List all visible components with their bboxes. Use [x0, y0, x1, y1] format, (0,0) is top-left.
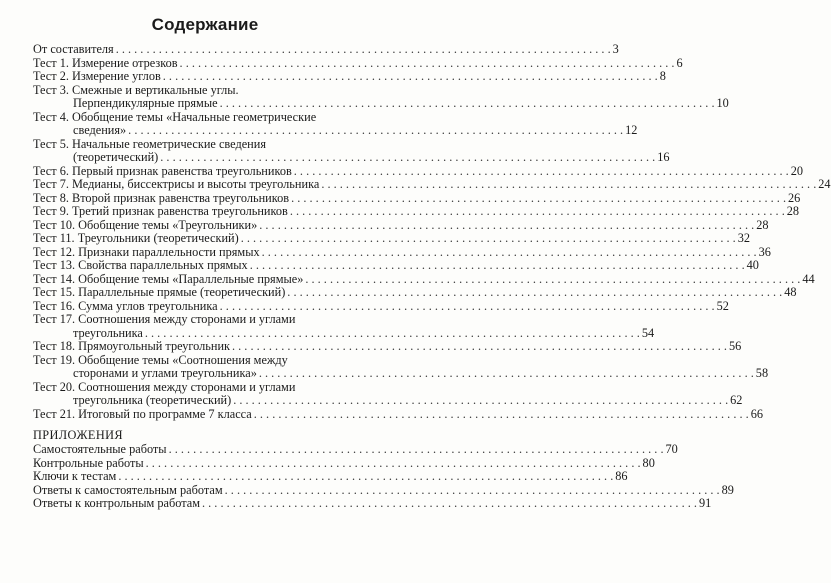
toc-entry	[33, 285, 797, 300]
toc-entry	[33, 231, 750, 246]
toc-page-number: 62	[730, 393, 743, 407]
dot-leader	[146, 457, 641, 471]
dot-leader	[202, 497, 697, 511]
toc-entry-title: Тест 12. Признаки параллельности прямых	[33, 244, 260, 259]
toc-entry-title: Тест 4. Обобщение темы «Начальные геометрические	[33, 109, 317, 124]
toc-row	[33, 204, 800, 219]
toc-entry-title: Самостоятельные работы	[33, 442, 167, 456]
toc-entry	[33, 217, 769, 233]
toc-row	[33, 455, 655, 471]
toc-row	[33, 366, 769, 381]
toc-row	[33, 298, 729, 314]
dot-leader	[220, 300, 715, 314]
toc-entry	[33, 482, 734, 498]
dot-leader	[321, 178, 816, 192]
toc-entry	[33, 109, 638, 138]
dot-leader	[259, 367, 754, 381]
toc-row	[33, 150, 670, 165]
toc-row	[33, 231, 750, 246]
dot-leader	[232, 340, 727, 354]
toc-list	[33, 42, 831, 421]
toc-page-number: 52	[716, 298, 729, 313]
toc-page-number: 8	[659, 69, 666, 83]
toc-row	[33, 55, 683, 71]
dot-leader	[250, 259, 745, 273]
toc-entry-title: Тест 6. Первый признак равенства треугольников	[33, 163, 292, 178]
toc-row	[33, 111, 385, 125]
toc-row	[33, 258, 759, 273]
toc-entry-title: Тест 18. Прямоугольный треугольник	[33, 339, 230, 353]
dot-leader	[169, 443, 664, 457]
toc-entry	[33, 379, 743, 408]
dot-leader	[128, 124, 623, 138]
dot-leader	[241, 232, 736, 246]
dot-leader	[294, 165, 789, 179]
toc-entry-title: Тест 21. Итоговый по программе 7 класса	[33, 406, 252, 421]
toc-page-number: 58	[755, 366, 769, 380]
toc-row	[33, 69, 666, 84]
toc-row	[33, 96, 729, 111]
toc-page-number: 80	[642, 455, 655, 470]
toc-page-number: 70	[665, 442, 678, 456]
dot-leader	[290, 205, 785, 219]
dot-leader	[291, 192, 786, 206]
toc-entry	[33, 82, 729, 111]
page-title: Содержание	[151, 15, 259, 34]
toc-page-number: 24	[818, 177, 831, 191]
dot-leader	[220, 97, 715, 111]
toc-entry-title: Ответы к контрольным работам	[33, 496, 200, 510]
toc-entry-title: Тест 5. Начальные геометрические сведения	[33, 136, 266, 151]
appendix-list	[33, 442, 734, 511]
toc-entry	[33, 190, 801, 206]
toc-page-number: 89	[721, 482, 734, 497]
toc-row	[33, 393, 743, 408]
toc-entry	[33, 469, 628, 484]
toc-entry-title: Тест 19. Обобщение темы «Соотношения между	[33, 352, 288, 367]
toc-entry-title: Тест 2. Измерение углов	[33, 69, 161, 83]
dot-leader	[116, 43, 611, 57]
dot-leader	[305, 273, 800, 287]
toc-entry	[33, 204, 800, 219]
toc-row	[33, 163, 804, 179]
toc-entry-title: Тест 9. Третий признак равенства треугольников	[33, 204, 288, 218]
toc-entry-title: треугольника	[73, 325, 143, 340]
toc-page-number: 66	[750, 406, 763, 421]
toc-page-number: 36	[758, 244, 771, 259]
toc-row	[33, 84, 385, 98]
toc-entry-title: Тест 10. Обобщение темы «Треугольники»	[33, 217, 258, 232]
toc-page-number: 40	[746, 258, 759, 272]
dot-leader	[262, 246, 757, 260]
toc-row	[33, 42, 619, 57]
toc-entry-title: Тест 17. Соотношения между сторонами и углами	[33, 312, 296, 326]
toc-row	[33, 177, 831, 192]
toc-entry-title: Контрольные работы	[33, 455, 144, 470]
toc-row	[33, 285, 797, 300]
dot-leader	[225, 484, 720, 498]
toc-page-number: 28	[756, 217, 769, 232]
toc-page-number: 26	[788, 190, 801, 205]
toc-page-number: 48	[784, 285, 797, 299]
dot-leader	[287, 286, 782, 300]
toc-page-number: 6	[676, 55, 683, 70]
toc-page-number: 86	[615, 469, 628, 483]
toc-entry-title: Тест 20. Соотношения между сторонами и углами	[33, 379, 296, 394]
toc-row	[33, 123, 638, 138]
toc-entry	[33, 271, 815, 287]
toc-entry-title: треугольника (теоретический)	[73, 393, 232, 407]
toc-page-number: 28	[786, 204, 800, 218]
toc-entry	[33, 339, 742, 354]
toc-page-number: 3	[612, 42, 619, 56]
toc-page-number: 16	[657, 150, 670, 164]
toc-row	[33, 138, 385, 152]
toc-entry-title: (теоретический)	[73, 150, 159, 164]
appendix-heading: ПРИЛОЖЕНИЯ	[33, 428, 124, 442]
toc-entry-title: Тест 1. Измерение отрезков	[33, 55, 178, 70]
toc-row	[33, 381, 385, 395]
toc-page-number: 56	[728, 339, 742, 353]
toc-entry-title: От составителя	[33, 42, 114, 56]
dot-leader	[163, 70, 658, 84]
toc-entry	[33, 177, 831, 192]
dot-leader	[160, 151, 655, 165]
toc-page-number: 32	[737, 231, 750, 245]
toc-entry-title: Тест 11. Треугольники (теоретический)	[33, 231, 239, 245]
toc-entry	[33, 55, 683, 71]
toc-row	[33, 244, 771, 260]
toc-entry	[33, 42, 619, 57]
toc-row	[33, 406, 763, 422]
toc-entry	[33, 136, 670, 165]
toc-entry	[33, 244, 771, 260]
toc-entry-title: Тест 15. Параллельные прямые (теоретический)	[33, 285, 286, 299]
toc-page-number: 44	[802, 271, 815, 286]
toc-row	[33, 325, 655, 341]
toc-entry	[33, 455, 655, 471]
toc-entry	[33, 406, 763, 422]
dot-leader	[118, 470, 613, 484]
toc-entry	[33, 496, 712, 511]
toc-entry	[33, 163, 804, 179]
toc-entry-title: Ответы к самостоятельным работам	[33, 482, 223, 497]
toc-row	[33, 339, 742, 354]
toc-page-number: 54	[641, 325, 655, 340]
toc-entry-title: Тест 14. Обобщение темы «Параллельные прямые»	[33, 271, 304, 286]
toc-row	[33, 271, 815, 287]
table-of-contents	[33, 42, 831, 511]
toc-page-number: 91	[698, 496, 712, 510]
toc-page-number: 20	[790, 163, 804, 178]
toc-entry-title: сведения»	[73, 123, 127, 137]
toc-entry-title: Тест 13. Свойства параллельных прямых	[33, 258, 248, 272]
dot-leader	[254, 408, 749, 422]
toc-row	[33, 496, 712, 511]
toc-row	[33, 354, 385, 368]
dot-leader	[233, 394, 728, 408]
toc-page-number: 10	[716, 96, 729, 110]
dot-leader	[180, 57, 675, 71]
toc-row	[33, 469, 628, 484]
toc-row	[33, 217, 769, 233]
dot-leader	[259, 219, 754, 233]
toc-row	[33, 442, 678, 457]
dot-leader	[145, 327, 640, 341]
toc-entry-title: Тест 16. Сумма углов треугольника	[33, 298, 218, 313]
toc-entry	[33, 442, 678, 457]
toc-entry-title: Тест 3. Смежные и вертикальные углы.	[33, 82, 239, 97]
toc-entry	[33, 258, 759, 273]
toc-entry	[33, 312, 655, 340]
toc-row	[33, 190, 801, 206]
toc-row	[33, 313, 385, 327]
toc-entry-title: Тест 8. Второй признак равенства треугольников	[33, 190, 290, 205]
toc-page-number: 12	[625, 123, 638, 137]
toc-entry	[33, 69, 666, 84]
toc-entry	[33, 352, 769, 381]
toc-entry-title: сторонами и углами треугольника»	[73, 366, 257, 380]
toc-entry-title: Тест 7. Медианы, биссектрисы и высоты треугольника	[33, 177, 320, 191]
toc-entry	[33, 298, 729, 314]
toc-entry-title: Ключи к тестам	[33, 469, 117, 483]
toc-entry-title: Перпендикулярные прямые	[73, 96, 218, 110]
toc-row	[33, 482, 734, 498]
